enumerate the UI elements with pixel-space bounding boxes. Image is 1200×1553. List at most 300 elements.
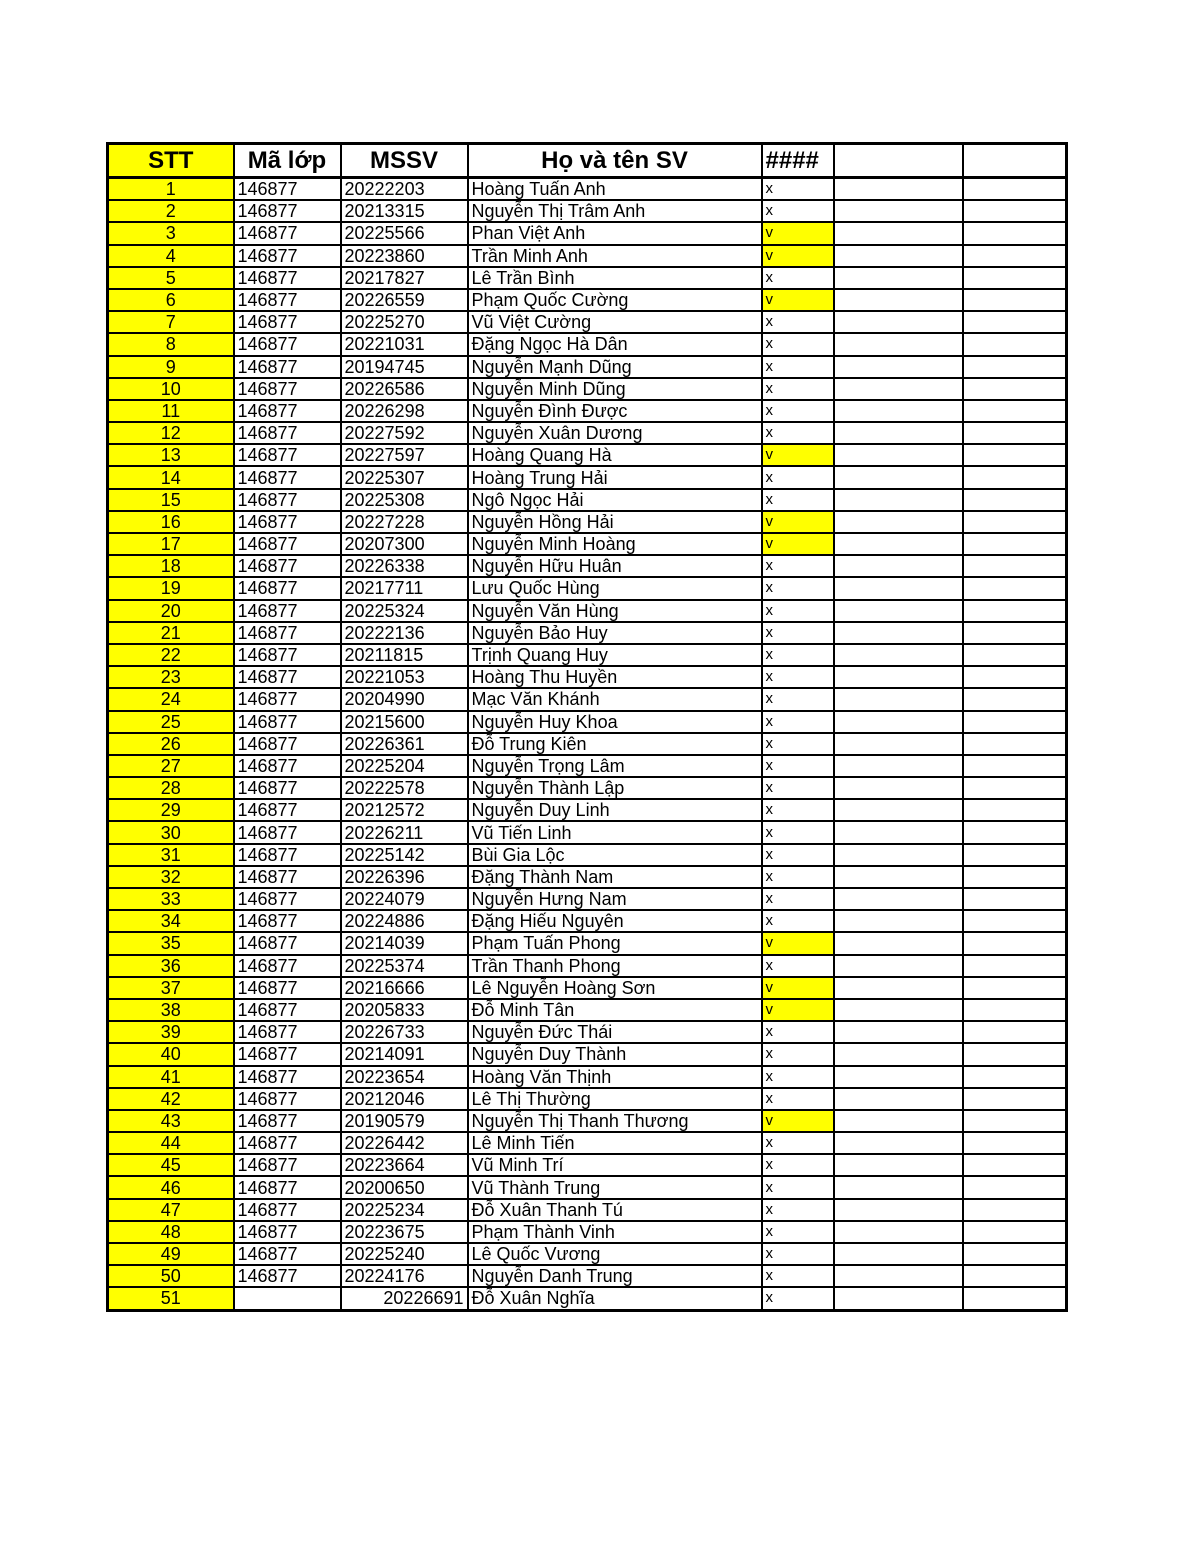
table-row [108,245,1067,267]
empty-cell [834,1154,963,1176]
class-code-cell: 146877 [234,1243,341,1265]
student-id-cell: 20200650 [341,1176,468,1198]
stt-cell: 24 [108,688,234,710]
empty-cell [963,178,1067,201]
student-name-cell: Nguyễn Hữu Huân [468,555,762,577]
stt-cell: 43 [108,1110,234,1132]
class-code-cell: 146877 [234,245,341,267]
stt-cell: 37 [108,977,234,999]
stt-cell: 25 [108,711,234,733]
class-code-cell: 146877 [234,200,341,222]
mark-cell: x [762,755,834,777]
class-code-cell: 146877 [234,289,341,311]
student-name-cell: Lê Trần Bình [468,267,762,289]
stt-cell: 46 [108,1176,234,1198]
table-row [108,866,1067,888]
student-name-cell: Nguyễn Trọng Lâm [468,755,762,777]
student-id-cell: 20222578 [341,777,468,799]
empty-cell [963,1199,1067,1221]
empty-cell [834,444,963,466]
empty-cell [834,1088,963,1110]
student-id-cell: 20223664 [341,1154,468,1176]
mark-cell: x [762,600,834,622]
table-row [108,1021,1067,1043]
student-id-cell: 20227228 [341,511,468,533]
mark-cell: x [762,378,834,400]
empty-cell [963,422,1067,444]
stt-cell: 34 [108,910,234,932]
student-id-cell: 20225204 [341,755,468,777]
empty-cell [834,267,963,289]
student-name-cell: Nguyễn Thị Thanh Thương [468,1110,762,1132]
empty-cell [963,1132,1067,1154]
stt-cell: 15 [108,489,234,511]
mark-cell: x [762,1265,834,1287]
table-row [108,688,1067,710]
mark-cell: x [762,955,834,977]
empty-cell [834,1110,963,1132]
empty-cell [834,466,963,488]
student-name-cell: Hoàng Trung Hải [468,466,762,488]
empty-cell [834,422,963,444]
table-row [108,733,1067,755]
student-id-cell: 20221031 [341,333,468,355]
empty-cell [834,1287,963,1310]
stt-cell: 51 [108,1287,234,1310]
student-id-cell: 20224079 [341,888,468,910]
mark-cell: x [762,866,834,888]
empty-cell [963,600,1067,622]
empty-cell [834,378,963,400]
empty-cell [834,1132,963,1154]
student-name-cell: Nguyễn Mạnh Dũng [468,356,762,378]
table-row [108,1066,1067,1088]
stt-cell: 11 [108,400,234,422]
stt-cell: 7 [108,311,234,333]
stt-cell: 27 [108,755,234,777]
class-code-cell: 146877 [234,489,341,511]
stt-cell: 47 [108,1199,234,1221]
table-row [108,755,1067,777]
table-row [108,821,1067,843]
mark-cell: v [762,533,834,555]
student-id-cell: 20225307 [341,466,468,488]
mark-cell: x [762,666,834,688]
table-row [108,666,1067,688]
class-code-cell: 146877 [234,222,341,244]
stt-cell: 41 [108,1066,234,1088]
mark-cell: x [762,356,834,378]
empty-cell [834,1221,963,1243]
student-name-cell: Nguyễn Xuân Dương [468,422,762,444]
student-id-cell: 20213315 [341,200,468,222]
class-code-cell: 146877 [234,1021,341,1043]
stt-cell: 50 [108,1265,234,1287]
student-id-cell: 20215600 [341,711,468,733]
empty-cell [834,910,963,932]
class-code-cell: 146877 [234,866,341,888]
mark-cell: x [762,733,834,755]
student-id-cell: 20204990 [341,688,468,710]
class-code-cell: 146877 [234,910,341,932]
empty-cell [963,910,1067,932]
table-row [108,378,1067,400]
mark-cell: x [762,1132,834,1154]
empty-cell [963,267,1067,289]
student-id-cell: 20226691 [341,1287,468,1310]
student-id-cell: 20211815 [341,644,468,666]
class-code-cell: 146877 [234,955,341,977]
empty-cell [834,644,963,666]
mark-cell: v [762,245,834,267]
mark-cell: x [762,400,834,422]
mark-cell: v [762,511,834,533]
student-name-cell: Nguyễn Đức Thái [468,1021,762,1043]
empty-cell [834,955,963,977]
student-name-cell: Đỗ Minh Tân [468,999,762,1021]
class-code-cell: 146877 [234,511,341,533]
student-id-cell: 20226211 [341,821,468,843]
empty-cell [963,1221,1067,1243]
mark-cell: x [762,577,834,599]
empty-cell [963,444,1067,466]
empty-cell [834,600,963,622]
stt-cell: 38 [108,999,234,1021]
mark-cell: x [762,1066,834,1088]
student-name-cell: Nguyễn Minh Dũng [468,378,762,400]
class-code-cell: 146877 [234,977,341,999]
table-row [108,466,1067,488]
stt-cell: 14 [108,466,234,488]
table-row [108,622,1067,644]
student-id-cell: 20227597 [341,444,468,466]
table-row [108,999,1067,1021]
empty-cell [963,400,1067,422]
class-code-cell: 146877 [234,311,341,333]
empty-cell [963,1066,1067,1088]
class-code-cell: 146877 [234,755,341,777]
mark-cell: x [762,910,834,932]
empty-cell [963,1265,1067,1287]
stt-cell: 19 [108,577,234,599]
stt-cell: 13 [108,444,234,466]
class-code-cell: 146877 [234,888,341,910]
student-name-cell: Nguyễn Hưng Nam [468,888,762,910]
empty-cell [963,755,1067,777]
student-name-cell: Đỗ Xuân Thanh Tú [468,1199,762,1221]
stt-cell: 39 [108,1021,234,1043]
table-row [108,1176,1067,1198]
mark-cell: x [762,333,834,355]
student-name-cell: Đặng Ngọc Hà Dân [468,333,762,355]
student-name-cell: Phạm Tuấn Phong [468,932,762,954]
empty-cell [963,489,1067,511]
student-id-cell: 20225270 [341,311,468,333]
empty-cell [963,466,1067,488]
mark-cell: x [762,1243,834,1265]
empty-cell [834,755,963,777]
mark-cell: x [762,888,834,910]
empty-cell [834,866,963,888]
student-name-cell: Hoàng Thu Huyền [468,666,762,688]
student-name-cell: Nguyễn Hồng Hải [468,511,762,533]
class-code-cell [234,1287,341,1310]
stt-cell: 33 [108,888,234,910]
stt-cell: 1 [108,178,234,201]
student-id-cell: 20224176 [341,1265,468,1287]
mark-cell: x [762,555,834,577]
class-code-cell: 146877 [234,1154,341,1176]
empty-cell [963,222,1067,244]
mark-cell: x [762,267,834,289]
student-name-cell: Nguyễn Văn Hùng [468,600,762,622]
table-row [108,1088,1067,1110]
class-code-cell: 146877 [234,1221,341,1243]
stt-cell: 40 [108,1043,234,1065]
student-name-cell: Lê Nguyễn Hoàng Sơn [468,977,762,999]
table-row [108,178,1067,201]
class-code-cell: 146877 [234,1110,341,1132]
stt-cell: 45 [108,1154,234,1176]
student-id-cell: 20221053 [341,666,468,688]
student-name-cell: Trần Minh Anh [468,245,762,267]
mark-cell: x [762,178,834,201]
table-row [108,289,1067,311]
student-id-cell: 20222136 [341,622,468,644]
mark-cell: x [762,1199,834,1221]
class-code-cell: 146877 [234,777,341,799]
empty-cell [963,999,1067,1021]
student-name-cell: Hoàng Quang Hà [468,444,762,466]
header-row [108,144,1067,178]
empty-cell [963,1088,1067,1110]
mark-cell: x [762,1043,834,1065]
header-empty-2 [963,144,1067,178]
mark-cell: x [762,422,834,444]
stt-cell: 30 [108,821,234,843]
header-class-code: Mã lớp [234,144,341,178]
empty-cell [963,622,1067,644]
mark-cell: x [762,1221,834,1243]
student-name-cell: Lê Thị Thường [468,1088,762,1110]
empty-cell [963,821,1067,843]
class-code-cell: 146877 [234,400,341,422]
student-id-cell: 20190579 [341,1110,468,1132]
empty-cell [834,1043,963,1065]
empty-cell [834,555,963,577]
student-name-cell: Nguyễn Danh Trung [468,1265,762,1287]
mark-cell: x [762,1154,834,1176]
empty-cell [963,666,1067,688]
table-row [108,777,1067,799]
empty-cell [834,1021,963,1043]
empty-cell [963,777,1067,799]
student-name-cell: Bùi Gia Lộc [468,844,762,866]
student-id-cell: 20225240 [341,1243,468,1265]
mark-cell: x [762,200,834,222]
empty-cell [963,977,1067,999]
empty-cell [834,888,963,910]
table-row [108,1265,1067,1287]
student-id-cell: 20205833 [341,999,468,1021]
student-id-cell: 20226442 [341,1132,468,1154]
empty-cell [834,178,963,201]
empty-cell [834,688,963,710]
stt-cell: 6 [108,289,234,311]
mark-cell: x [762,644,834,666]
table-row [108,1154,1067,1176]
empty-cell [834,1066,963,1088]
table-body [108,178,1067,1311]
stt-cell: 32 [108,866,234,888]
student-name-cell: Mạc Văn Khánh [468,688,762,710]
table-row [108,910,1067,932]
stt-cell: 35 [108,932,234,954]
class-code-cell: 146877 [234,1199,341,1221]
empty-cell [963,289,1067,311]
class-code-cell: 146877 [234,600,341,622]
class-code-cell: 146877 [234,1066,341,1088]
student-id-cell: 20214039 [341,932,468,954]
class-code-cell: 146877 [234,267,341,289]
class-code-cell: 146877 [234,333,341,355]
mark-cell: x [762,1287,834,1310]
student-id-cell: 20226586 [341,378,468,400]
stt-cell: 2 [108,200,234,222]
empty-cell [834,577,963,599]
student-name-cell: Phan Việt Anh [468,222,762,244]
empty-cell [963,644,1067,666]
class-code-cell: 146877 [234,688,341,710]
student-name-cell: Đặng Thành Nam [468,866,762,888]
mark-cell: x [762,799,834,821]
student-id-cell: 20225566 [341,222,468,244]
mark-cell: v [762,932,834,954]
table-row [108,644,1067,666]
student-id-cell: 20212046 [341,1088,468,1110]
student-id-cell: 20226559 [341,289,468,311]
empty-cell [834,400,963,422]
empty-cell [963,200,1067,222]
table-row [108,711,1067,733]
student-name-cell: Nguyễn Duy Thành [468,1043,762,1065]
class-code-cell: 146877 [234,622,341,644]
table-row [108,333,1067,355]
student-id-cell: 20225234 [341,1199,468,1221]
table-row [108,356,1067,378]
table-row [108,555,1067,577]
stt-cell: 12 [108,422,234,444]
student-id-cell: 20216666 [341,977,468,999]
student-name-cell: Lê Quốc Vương [468,1243,762,1265]
empty-cell [834,844,963,866]
table-row [108,888,1067,910]
stt-cell: 49 [108,1243,234,1265]
table-row [108,311,1067,333]
empty-cell [963,577,1067,599]
mark-cell: x [762,1088,834,1110]
student-name-cell: Nguyễn Minh Hoàng [468,533,762,555]
empty-cell [834,511,963,533]
table-row [108,1043,1067,1065]
table-row [108,511,1067,533]
table-row [108,1243,1067,1265]
student-id-cell: 20222203 [341,178,468,201]
stt-cell: 5 [108,267,234,289]
empty-cell [963,711,1067,733]
header-student-name: Họ và tên SV [468,144,762,178]
student-name-cell: Nguyễn Đình Được [468,400,762,422]
stt-cell: 20 [108,600,234,622]
empty-cell [834,666,963,688]
student-name-cell: Lê Minh Tiến [468,1132,762,1154]
student-id-cell: 20226338 [341,555,468,577]
student-name-cell: Nguyễn Thành Lập [468,777,762,799]
class-code-cell: 146877 [234,356,341,378]
table-row [108,955,1067,977]
student-name-cell: Vũ Minh Trí [468,1154,762,1176]
mark-cell: x [762,711,834,733]
mark-cell: v [762,289,834,311]
table-row [108,844,1067,866]
class-code-cell: 146877 [234,422,341,444]
student-name-cell: Nguyễn Duy Linh [468,799,762,821]
empty-cell [963,866,1067,888]
class-code-cell: 146877 [234,555,341,577]
table-row [108,1199,1067,1221]
mark-cell: x [762,622,834,644]
student-id-cell: 20217711 [341,577,468,599]
table-row [108,600,1067,622]
mark-cell: x [762,1176,834,1198]
empty-cell [963,733,1067,755]
empty-cell [963,511,1067,533]
table-row [108,577,1067,599]
student-name-cell: Trần Thanh Phong [468,955,762,977]
student-name-cell: Phạm Thành Vinh [468,1221,762,1243]
mark-cell: x [762,311,834,333]
student-name-cell: Vũ Tiến Linh [468,821,762,843]
mark-cell: v [762,999,834,1021]
student-name-cell: Vũ Thành Trung [468,1176,762,1198]
stt-cell: 28 [108,777,234,799]
empty-cell [834,733,963,755]
student-name-cell: Hoàng Tuấn Anh [468,178,762,201]
student-name-cell: Nguyễn Thị Trâm Anh [468,200,762,222]
table-row [108,1287,1067,1310]
stt-cell: 29 [108,799,234,821]
empty-cell [834,1199,963,1221]
empty-cell [963,311,1067,333]
empty-cell [834,245,963,267]
empty-cell [963,844,1067,866]
student-id-cell: 20223860 [341,245,468,267]
empty-cell [963,888,1067,910]
stt-cell: 21 [108,622,234,644]
table-row [108,977,1067,999]
class-code-cell: 146877 [234,1265,341,1287]
stt-cell: 36 [108,955,234,977]
student-id-cell: 20226298 [341,400,468,422]
empty-cell [834,821,963,843]
student-name-cell: Nguyễn Bảo Huy [468,622,762,644]
empty-cell [834,289,963,311]
empty-cell [834,489,963,511]
student-id-cell: 20225308 [341,489,468,511]
stt-cell: 17 [108,533,234,555]
mark-cell: x [762,777,834,799]
student-name-cell: Đỗ Xuân Nghĩa [468,1287,762,1310]
